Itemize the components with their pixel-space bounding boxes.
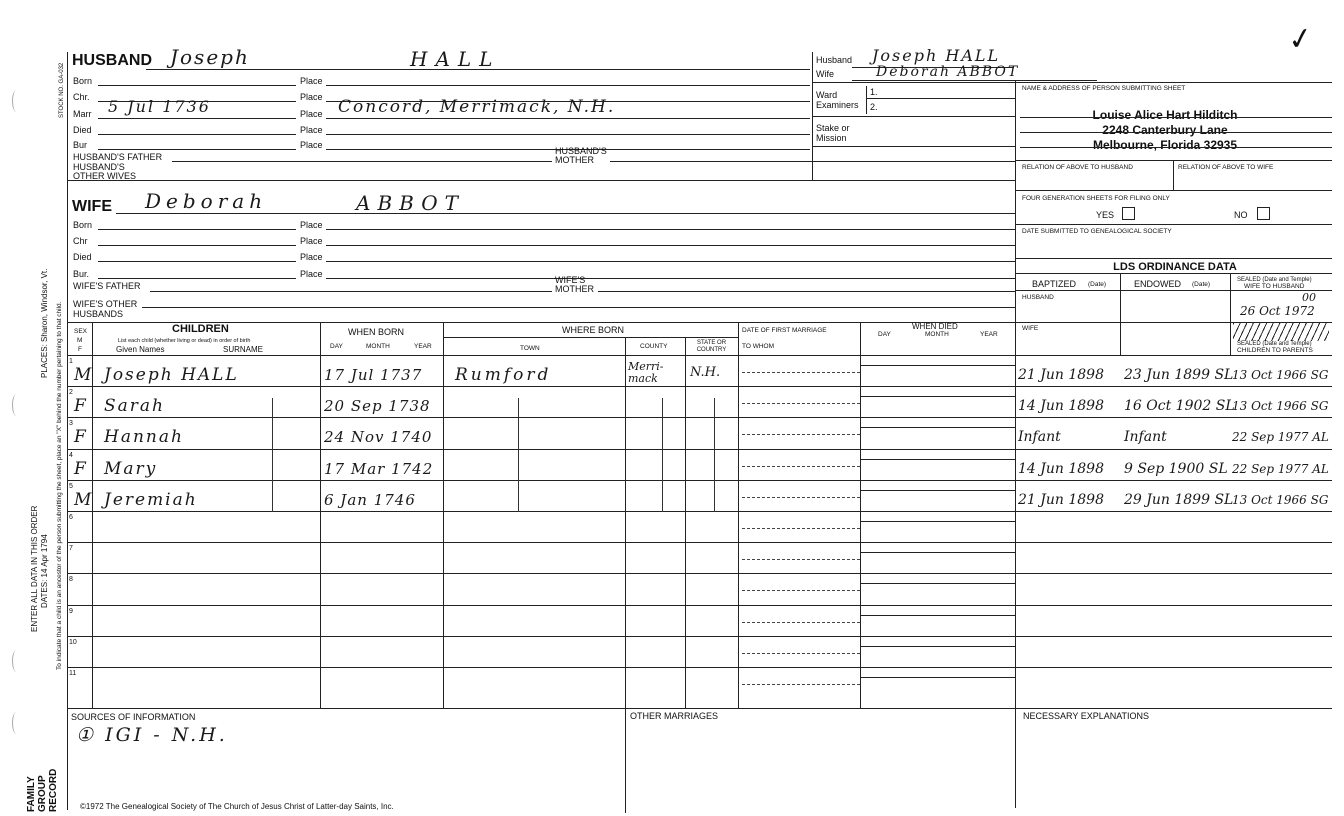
child-sealed-date[interactable]: 13 Oct 1966 SG [1232,493,1329,507]
first-marriage-line [742,434,860,435]
sealed-wife-value-2[interactable]: 26 Oct 1972 [1240,304,1315,318]
row-divider [67,386,1015,387]
child-name[interactable]: Sarah [104,396,165,416]
child-birth-date[interactable]: 24 Nov 1740 [324,428,433,446]
first-marriage-line [742,466,860,467]
husband-died-place-label: Place [300,125,323,135]
date-submitted-label: DATE SUBMITTED TO GENEALOGICAL SOCIETY [1022,228,1172,235]
other-marriages-label: OTHER MARRIAGES [630,711,719,721]
husband-born-place-label: Place [300,76,323,86]
husband-mother-label: HUSBAND'S MOTHER [555,146,607,165]
died-line [860,583,1015,584]
husband-bur-label: Bur [73,140,88,150]
wife-chr-label: Chr [73,236,88,246]
child-birth-state[interactable]: N.H. [690,365,721,380]
form-title: FAMILY GROUP RECORD [26,768,59,812]
died-bracket [860,605,861,615]
town-header: TOWN [520,345,540,352]
died-line [860,677,1015,678]
husband-marriage-place[interactable]: Concord, Merrimack, N.H. [338,97,616,117]
submitter-label: NAME & ADDRESS OF PERSON SUBMITTING SHEET [1022,85,1186,92]
child-birth-date[interactable]: 17 Jul 1737 [324,366,423,384]
row-divider [1015,667,1332,668]
died-month-header: MONTH [925,331,949,338]
died-bracket [860,667,861,677]
child-baptized-date[interactable]: 14 Jun 1898 [1018,461,1104,477]
child-sex[interactable]: M [74,490,92,510]
when-died-header: WHEN DIED [912,322,958,331]
no-checkbox[interactable] [1257,207,1270,220]
row-divider [67,542,1015,543]
lds-husband-label: HUSBAND [1022,294,1054,301]
punch-hole-mark [12,712,21,734]
child-number: 3 [69,420,73,427]
child-birth-date[interactable]: 17 Mar 1742 [324,460,434,478]
row-divider [67,636,1015,637]
child-sealed-date[interactable]: 13 Oct 1966 SG [1232,368,1329,382]
died-line [860,427,1015,428]
first-marriage-line [742,403,860,404]
sex-m-header: M [77,337,83,344]
where-born-header: WHERE BORN [562,325,625,335]
ditto-mark [714,398,715,512]
row-divider [1015,386,1332,387]
row-divider [67,417,1015,418]
wife-bur-label: Bur. [73,269,90,279]
row-divider [67,480,1015,481]
husband-chr-label: Chr. [73,92,90,102]
first-marriage-line [742,622,860,623]
child-birth-town[interactable]: Rumford [455,365,552,385]
children-list-note: List each child (whether living or dead) in order of birth [118,338,251,344]
sealed-children-label-2: CHILDREN TO PARENTS [1237,347,1313,354]
baptized-date-label: (Date) [1088,281,1107,288]
child-number: 9 [69,608,73,615]
row-divider [67,605,1015,606]
ditto-mark [518,398,519,512]
county-header: COUNTY [640,343,668,350]
yes-checkbox[interactable] [1122,207,1135,220]
state-header: STATE OR COUNTRY [696,340,727,353]
died-bracket [860,386,861,396]
to-whom-header: TO WHOM [742,343,775,350]
first-marriage-line [742,653,860,654]
child-sex[interactable]: F [74,459,86,479]
submitter-street: 2248 Canterbury Lane [1102,123,1228,137]
wife-mother-label: WIFE'S MOTHER [555,275,594,294]
child-sealed-date[interactable]: 22 Sep 1977 AL [1232,462,1329,476]
sealed-wife-hatch [1233,323,1329,341]
day-header: DAY [330,343,343,350]
died-bracket [860,573,861,583]
wife-father-label: WIFE'S FATHER [73,281,141,291]
child-sex[interactable]: M [74,365,92,385]
examiners-label: Examiners [816,100,859,110]
died-bracket [860,355,861,365]
ditto-mark [272,398,273,512]
died-bracket [860,511,861,521]
surname-header: SURNAME [223,345,264,354]
child-endowed-date[interactable]: 16 Oct 1902 SL [1124,398,1235,414]
wife-born-place-label: Place [300,220,323,230]
ancestor-instruction: To indicate that a child is an ancestor of the person submitting the sheet, place an "X" behind the number pertaining to that child. [56,301,63,670]
husband-born-label: Born [73,76,93,86]
child-name[interactable]: Mary [104,459,158,479]
child-name[interactable]: Joseph HALL [104,365,239,385]
died-bracket [860,480,861,490]
sex-f-header: F [78,346,82,353]
husband-father-label: HUSBAND'S FATHER [73,152,163,162]
baptized-label: BAPTIZED [1032,279,1077,289]
first-marriage-line [742,372,860,373]
relation-to-wife-label: RELATION OF ABOVE TO WIFE [1178,164,1274,171]
when-born-header: WHEN BORN [348,327,404,337]
died-year-header: YEAR [980,331,998,338]
child-number: 10 [69,639,77,646]
punch-hole-mark [12,90,21,112]
submitter-name: Louise Alice Hart Hilditch [1092,108,1238,122]
child-sealed-date[interactable]: 13 Oct 1966 SG [1232,399,1329,413]
summary-wife-label: Wife [816,69,834,79]
died-line [860,396,1015,397]
given-names-header: Given Names [116,345,165,354]
year-header: YEAR [414,343,432,350]
row-divider [67,511,1015,512]
copyright: ©1972 The Genealogical Society of The Church of Jesus Christ of Latter-day Saints, Inc. [80,802,394,811]
died-bracket [860,449,861,459]
husband-chr-place-label: Place [300,92,323,102]
row-divider [1015,542,1332,543]
child-endowed-date[interactable]: 23 Jun 1899 SL [1124,367,1234,383]
husband-marr-label: Marr [73,109,92,119]
examiner-2: 2. [870,102,878,112]
husband-heading: HUSBAND [72,52,152,69]
child-number: 1 [69,358,73,365]
child-endowed-date[interactable]: 29 Jun 1899 SL [1124,492,1234,508]
row-divider [1015,636,1332,637]
child-baptized-date[interactable]: 21 Jun 1898 [1018,492,1104,508]
child-endowed-date[interactable]: 9 Sep 1900 SL [1124,461,1228,477]
endowed-date-label: (Date) [1192,281,1211,288]
wife-given-name[interactable]: Deborah [145,189,268,213]
necessary-explanations-label: NECESSARY EXPLANATIONS [1023,711,1150,721]
child-name[interactable]: Jeremiah [104,490,198,510]
first-marriage-line [742,559,860,560]
sources-value[interactable]: ① IGI - N.H. [76,724,228,746]
enter-all-note: ENTER ALL DATA IN THIS ORDER [30,505,39,632]
ward-label: Ward [816,90,838,100]
died-day-header: DAY [878,331,891,338]
wife-bur-place-label: Place [300,269,323,279]
punch-hole-mark [12,650,21,672]
died-line [860,365,1015,366]
died-bracket [860,542,861,552]
mission-label: Mission [816,133,847,143]
died-bracket [860,636,861,646]
first-marriage-header: DATE OF FIRST MARRIAGE [742,327,827,334]
sources-label: SOURCES OF INFORMATION [71,712,196,722]
row-divider [67,667,1015,668]
child-sealed-date[interactable]: 22 Sep 1977 AL [1232,430,1329,444]
died-line [860,552,1015,553]
husband-died-label: Died [73,125,92,135]
no-label: NO [1234,210,1248,220]
four-gen-label: FOUR GENERATION SHEETS FOR FILING ONLY [1022,195,1170,202]
row-divider [1015,605,1332,606]
yes-label: YES [1096,210,1115,220]
child-number: 2 [69,389,73,396]
died-bracket [860,417,861,427]
child-baptized-date[interactable]: 21 Jun 1898 [1018,367,1104,383]
row-divider [1015,480,1332,481]
lds-wife-label: WIFE [1022,325,1039,332]
wife-died-label: Died [73,252,92,262]
sealed-children-label-1: SEALED (Date and Temple) [1237,341,1312,347]
summary-husband-label: Husband [816,55,853,65]
husband-marriage-date[interactable]: 5 Jul 1736 [108,97,211,116]
wife-other-husbands-label: WIFE'S OTHER HUSBANDS [73,299,138,319]
child-birth-county[interactable]: Merri-mack [628,360,664,385]
endowed-label: ENDOWED [1134,279,1181,289]
died-line [860,615,1015,616]
child-birth-date[interactable]: 6 Jan 1746 [324,491,416,509]
check-mark: ✓ [1285,21,1316,58]
child-number: 6 [69,514,73,521]
wife-born-label: Born [73,220,93,230]
stock-number: STOCK NO. GA-032 [59,62,65,118]
lds-title: LDS ORDINANCE DATA [1113,261,1237,273]
sex-header: SEX [74,328,88,335]
row-divider [67,573,1015,574]
punch-hole-mark [12,394,21,416]
first-marriage-line [742,590,860,591]
child-number: 5 [69,483,73,490]
submitter-city: Melbourne, Florida 32935 [1092,138,1238,152]
first-marriage-line [742,528,860,529]
ditto-mark [662,398,663,512]
dates-note: DATES: 14 Apr 1794 [40,534,49,608]
died-line [860,490,1015,491]
child-number: 4 [69,452,73,459]
children-header: CHILDREN [172,323,229,335]
child-sex[interactable]: F [74,427,86,447]
child-number: 7 [69,545,73,552]
row-divider [1015,573,1332,574]
row-divider [1015,417,1332,418]
places-note: PLACES: Sharon, Windsor, Vt. [40,268,49,378]
examiner-1: 1. [870,87,878,97]
child-name[interactable]: Hannah [104,427,184,447]
husband-given-name[interactable]: Joseph [170,45,250,69]
sealed-wife-value-1[interactable]: 00 [1302,291,1316,304]
row-divider [1015,449,1332,450]
first-marriage-line [742,497,860,498]
husband-bur-place-label: Place [300,140,323,150]
child-birth-date[interactable]: 20 Sep 1738 [324,397,431,415]
month-header: MONTH [366,343,390,350]
wife-died-place-label: Place [300,252,323,262]
husband-marr-place-label: Place [300,109,323,119]
sealed-wife-label-1: SEALED (Date and Temple) [1237,277,1312,283]
husband-other-wives-label: HUSBAND'S OTHER WIVES [73,162,137,181]
summary-husband-value[interactable]: Joseph HALL [872,46,1001,65]
wife-surname[interactable]: ABBOT [356,191,465,215]
first-marriage-line [742,684,860,685]
died-line [860,521,1015,522]
row-divider [67,449,1015,450]
row-divider [1015,511,1332,512]
wife-chr-place-label: Place [300,236,323,246]
child-endowed-date[interactable]: Infant [1124,429,1167,445]
stake-label: Stake or [816,123,850,133]
relation-to-husband-label: RELATION OF ABOVE TO HUSBAND [1022,164,1133,171]
husband-surname[interactable]: HALL [410,47,501,71]
child-number: 8 [69,576,73,583]
died-line [860,646,1015,647]
child-number: 11 [69,670,77,677]
child-baptized-date[interactable]: Infant [1018,429,1061,445]
child-baptized-date[interactable]: 14 Jun 1898 [1018,398,1104,414]
child-sex[interactable]: F [74,396,86,416]
summary-wife-value[interactable]: Deborah ABBOT [876,64,1020,80]
sealed-wife-label-2: WIFE TO HUSBAND [1244,283,1305,290]
died-line [860,459,1015,460]
wife-heading: WIFE [72,198,112,215]
